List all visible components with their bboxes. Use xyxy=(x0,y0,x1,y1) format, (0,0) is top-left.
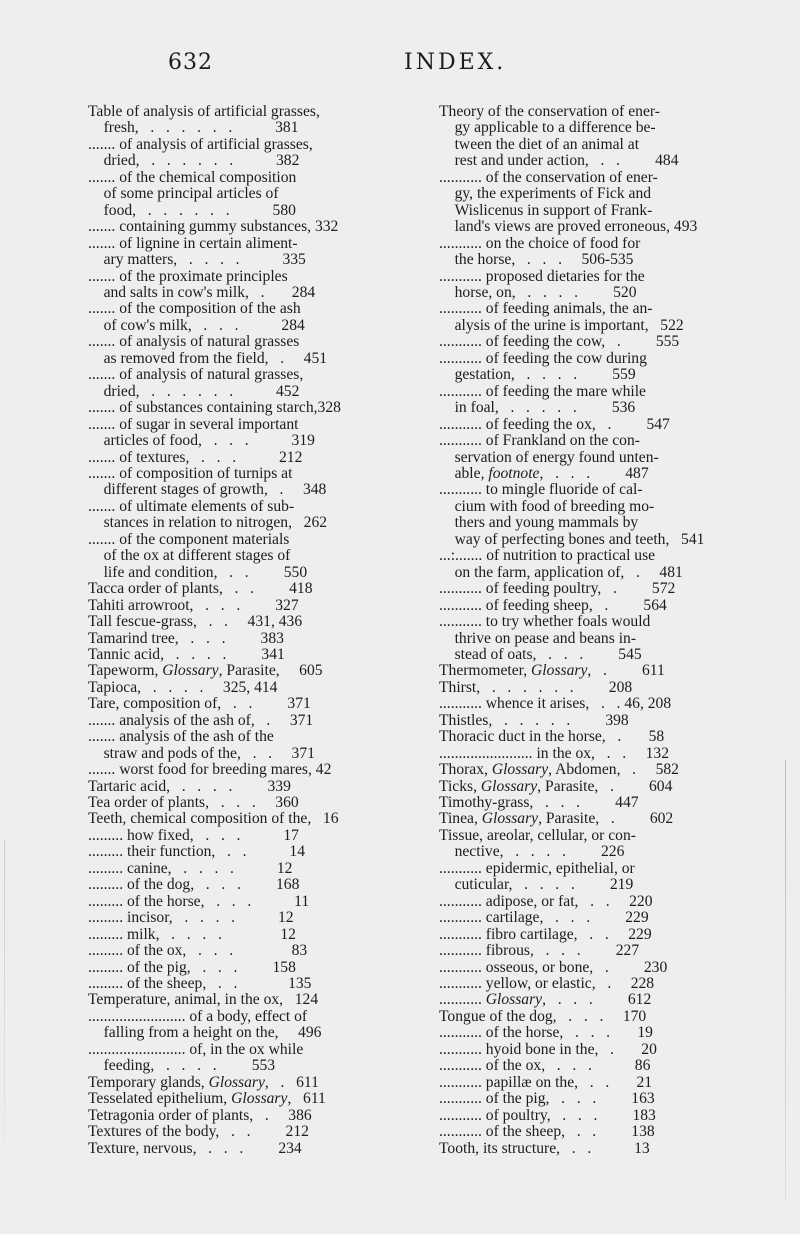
index-entry: ....... analysis of the ash of, . 371 xyxy=(88,711,314,729)
index-entry: Thoracic duct in the horse, . 58 xyxy=(439,728,665,746)
index-entry: of cow's milk, . . . 284 xyxy=(88,316,305,334)
index-entry: life and condition, . . 550 xyxy=(88,563,308,581)
index-entry: ........... of feeding sheep, . 564 xyxy=(439,596,667,614)
index-entry: Tare, composition of, . . 371 xyxy=(88,695,311,713)
index-entry: ....... of substances containing starch,328 xyxy=(88,399,341,417)
index-entry: ......... of the sheep, . . 135 xyxy=(88,975,312,993)
index-entry: ........... to try whether foals would xyxy=(439,613,651,631)
index-entry: straw and pods of the, . . 371 xyxy=(88,744,315,762)
index-entry: fresh, . . . . . . 381 xyxy=(88,119,299,137)
index-entry: ........... to mingle fluoride of cal- xyxy=(439,481,643,499)
index-entry: ....... containing gummy substances, 332 xyxy=(88,218,339,236)
index-entry: ........... fibrous, . . . 227 xyxy=(439,942,640,960)
page-edge-shadow xyxy=(4,840,5,1140)
index-entry: in foal, . . . . . 536 xyxy=(439,399,636,417)
index-entry: ........... of poultry, . . . 183 xyxy=(439,1106,656,1124)
index-entry: Thermometer, Glossary, . 611 xyxy=(439,662,665,680)
index-entry: ......... milk, . . . . 12 xyxy=(88,925,296,943)
index-entry: ........... of feeding poultry, . 572 xyxy=(439,580,676,598)
index-entry: of the ox at different stages of xyxy=(88,547,291,565)
index-entry: Wislicenus in support of Frank- xyxy=(439,201,653,219)
index-entry: of some principal articles of xyxy=(88,185,279,203)
index-entry: ........... of the conservation of ener- xyxy=(439,168,658,186)
index-entry: ........... whence it arises, . . 46, 208 xyxy=(439,695,672,713)
index-entry: ........................ in the ox, . . 132 xyxy=(439,744,670,762)
index-entry: ........... cartilage, . . . 229 xyxy=(439,909,649,927)
index-entry: Tissue, areolar, cellular, or con- xyxy=(439,826,636,844)
index-entry: ........... of feeding the cow, . 555 xyxy=(439,333,680,351)
index-entry: Tapioca, . . . . 325, 414 xyxy=(88,678,278,696)
index-entry: ........... hyoid bone in the, . 20 xyxy=(439,1040,657,1058)
index-column-left xyxy=(88,104,414,1157)
index-entry: ........... of feeding the cow during xyxy=(439,349,647,367)
index-entry: ...:....... of nutrition to practical use xyxy=(439,547,656,565)
index-entry: ....... of analysis of artificial grasses, xyxy=(88,135,313,153)
index-entry: food, . . . . . . 580 xyxy=(88,201,296,219)
index-entry: Thistles, . . . . . 398 xyxy=(439,711,629,729)
index-entry: Textures of the body, . . 212 xyxy=(88,1123,309,1141)
index-entry: on the farm, application of, . 481 xyxy=(439,563,683,581)
index-entry: Tooth, its structure, . . 13 xyxy=(439,1139,650,1157)
index-entry: way of perfecting bones and teeth, 541 xyxy=(439,530,705,548)
index-entry: ........... of feeding the mare while xyxy=(439,382,646,400)
index-entry: ....... of textures, . . . 212 xyxy=(88,448,303,466)
index-entry: ......... of the pig, . . . 158 xyxy=(88,958,296,976)
index-entry: ........... of feeding the ox, . 547 xyxy=(439,415,670,433)
index-entry: thrive on pease and beans in- xyxy=(439,629,637,647)
index-entry: ........... fibro cartilage, . . 229 xyxy=(439,925,652,943)
index-entry: ....... of the proximate principles xyxy=(88,267,288,285)
index-entry: different stages of growth, . 348 xyxy=(88,481,327,499)
index-entry: ........... of the sheep, . . 138 xyxy=(439,1123,655,1141)
index-entry: tween the diet of an animal at xyxy=(439,135,640,153)
index-entry: ......... how fixed, . . . 17 xyxy=(88,826,299,844)
index-entry: ........... of Frankland on the con- xyxy=(439,432,640,450)
index-entry: ....... of sugar in several important xyxy=(88,415,299,433)
index-entry: land's views are proved erroneous, 493 xyxy=(439,218,698,236)
index-entry: ....... of ultimate elements of sub- xyxy=(88,497,295,515)
index-entry: the horse, . . . 506-535 xyxy=(439,251,634,269)
index-entry: ........... Glossary, . . . 612 xyxy=(439,991,652,1009)
index-entry: stead of oats, . . . 545 xyxy=(439,645,642,663)
index-entry: Table of analysis of artificial grasses, xyxy=(88,103,320,120)
index-entry: Tall fescue-grass, . . 431, 436 xyxy=(88,613,303,631)
index-entry: alysis of the urine is important, 522 xyxy=(439,316,684,334)
index-entry: ....... analysis of the ash of the xyxy=(88,728,274,746)
index-entry: ....... worst food for breeding mares, 42 xyxy=(88,761,332,779)
index-entry: and salts in cow's milk, . 284 xyxy=(88,283,316,301)
index-entry: nective, . . . . 226 xyxy=(439,843,625,861)
index-entry: ......................... of, in the ox while xyxy=(88,1040,304,1058)
index-entry: ......... of the ox, . . . 83 xyxy=(88,942,308,960)
index-entry: ........... on the choice of food for xyxy=(439,234,641,252)
index-entry: as removed from the field, . 451 xyxy=(88,349,328,367)
index-entry: gy applicable to a difference be- xyxy=(439,119,656,137)
index-entry: ........... of the pig, . . . 163 xyxy=(439,1090,655,1108)
index-column-right xyxy=(439,104,771,1157)
index-entry: stances in relation to nitrogen, 262 xyxy=(88,514,328,532)
index-entry: Tongue of the dog, . . . 170 xyxy=(439,1007,647,1025)
index-entry: ....... of lignine in certain aliment- xyxy=(88,234,298,252)
index-entry: rest and under action, . . 484 xyxy=(439,152,679,170)
index-entry: ........... osseous, or bone, . 230 xyxy=(439,958,668,976)
index-entry: ......................... of a body, effect of xyxy=(88,1007,308,1025)
index-entry: ......... of the dog, . . . 168 xyxy=(88,876,300,894)
index-entry: Temporary glands, Glossary, . 611 xyxy=(88,1073,319,1091)
index-entry: ........... epidermic, epithelial, or xyxy=(439,859,635,877)
index-entry: Tacca order of plants, . . 418 xyxy=(88,580,313,598)
index-entry: Tea order of plants, . . . 360 xyxy=(88,794,299,812)
index-entry: Theory of the conservation of ener- xyxy=(439,103,660,120)
index-entry: Thorax, Glossary, Abdomen, . 582 xyxy=(439,761,679,779)
index-entry: Tannic acid, . . . . 341 xyxy=(88,645,285,663)
running-title: INDEX. xyxy=(404,50,507,75)
index-entry: Tesselated epithelium, Glossary, 611 xyxy=(88,1090,326,1108)
index-entry: ........... papillæ on the, . . 21 xyxy=(439,1073,653,1091)
index-entry: ....... of the chemical composition xyxy=(88,168,297,186)
index-entry: servation of energy found unten- xyxy=(439,448,659,466)
index-entry: Texture, nervous, . . . 234 xyxy=(88,1139,302,1157)
index-entry: cuticular, . . . . 219 xyxy=(439,876,634,894)
page-number: 632 xyxy=(168,50,213,75)
index-entry: Ticks, Glossary, Parasite, . 604 xyxy=(439,777,673,795)
index-entry: ....... of analysis of natural grasses, xyxy=(88,366,304,384)
index-entry: Tapeworm, Glossary, Parasite, 605 xyxy=(88,662,323,680)
index-entry: Tetragonia order of plants, . 386 xyxy=(88,1106,312,1124)
index-entry: ........... of the horse, . . . 19 xyxy=(439,1024,653,1042)
index-entry: thers and young mammals by xyxy=(439,514,639,532)
index-entry: Tinea, Glossary, Parasite, . 602 xyxy=(439,810,674,828)
index-entry: feeding, . . . . 553 xyxy=(88,1057,276,1075)
index-entry: able, footnote, . . . 487 xyxy=(439,464,649,482)
index-entry: Temperature, animal, in the ox, 124 xyxy=(88,991,319,1009)
index-entry: Tamarind tree, . . . 383 xyxy=(88,629,284,647)
index-entry: dried, . . . . . . 382 xyxy=(88,152,300,170)
index-entry: Tahiti arrowroot, . . . 327 xyxy=(88,596,299,614)
index-entry: ....... of composition of turnips at xyxy=(88,464,293,482)
index-entry: gestation, . . . . 559 xyxy=(439,366,636,384)
page-edge-shadow xyxy=(785,760,786,1200)
index-entry: Tartaric acid, . . . . 339 xyxy=(88,777,291,795)
index-entry: Timothy-grass, . . . 447 xyxy=(439,794,639,812)
index-entry: ....... of the composition of the ash xyxy=(88,300,301,318)
index-entry: dried, . . . . . . 452 xyxy=(88,382,300,400)
index-entry: falling from a height on the, 496 xyxy=(88,1024,322,1042)
index-entry: Thirst, . . . . . . 208 xyxy=(439,678,633,696)
index-entry: ......... incisor, . . . . 12 xyxy=(88,909,294,927)
index-entry: ........... of feeding animals, the an- xyxy=(439,300,653,318)
index-entry: cium with food of breeding mo- xyxy=(439,497,655,515)
index-entry: ......... canine, . . . . 12 xyxy=(88,859,293,877)
index-entry: ary matters, . . . . 335 xyxy=(88,251,306,269)
index-entry: ........... of the ox, . . . 86 xyxy=(439,1057,651,1075)
index-entry: ........... yellow, or elastic, . 228 xyxy=(439,975,655,993)
index-entry: ....... of analysis of natural grasses xyxy=(88,333,300,351)
index-entry: ........... proposed dietaries for the xyxy=(439,267,645,285)
page-header xyxy=(0,50,800,80)
index-entry: Teeth, chemical composition of the, 16 xyxy=(88,810,339,828)
index-entry: horse, on, . . . . 520 xyxy=(439,283,637,301)
index-entry: ......... their function, . . 14 xyxy=(88,843,305,861)
index-entry: gy, the experiments of Fick and xyxy=(439,185,652,203)
index-entry: ......... of the horse, . . . 11 xyxy=(88,892,310,910)
index-entry: ........... adipose, or fat, . . 220 xyxy=(439,892,653,910)
index-entry: articles of food, . . . 319 xyxy=(88,432,315,450)
index-entry: ....... of the component materials xyxy=(88,530,290,548)
